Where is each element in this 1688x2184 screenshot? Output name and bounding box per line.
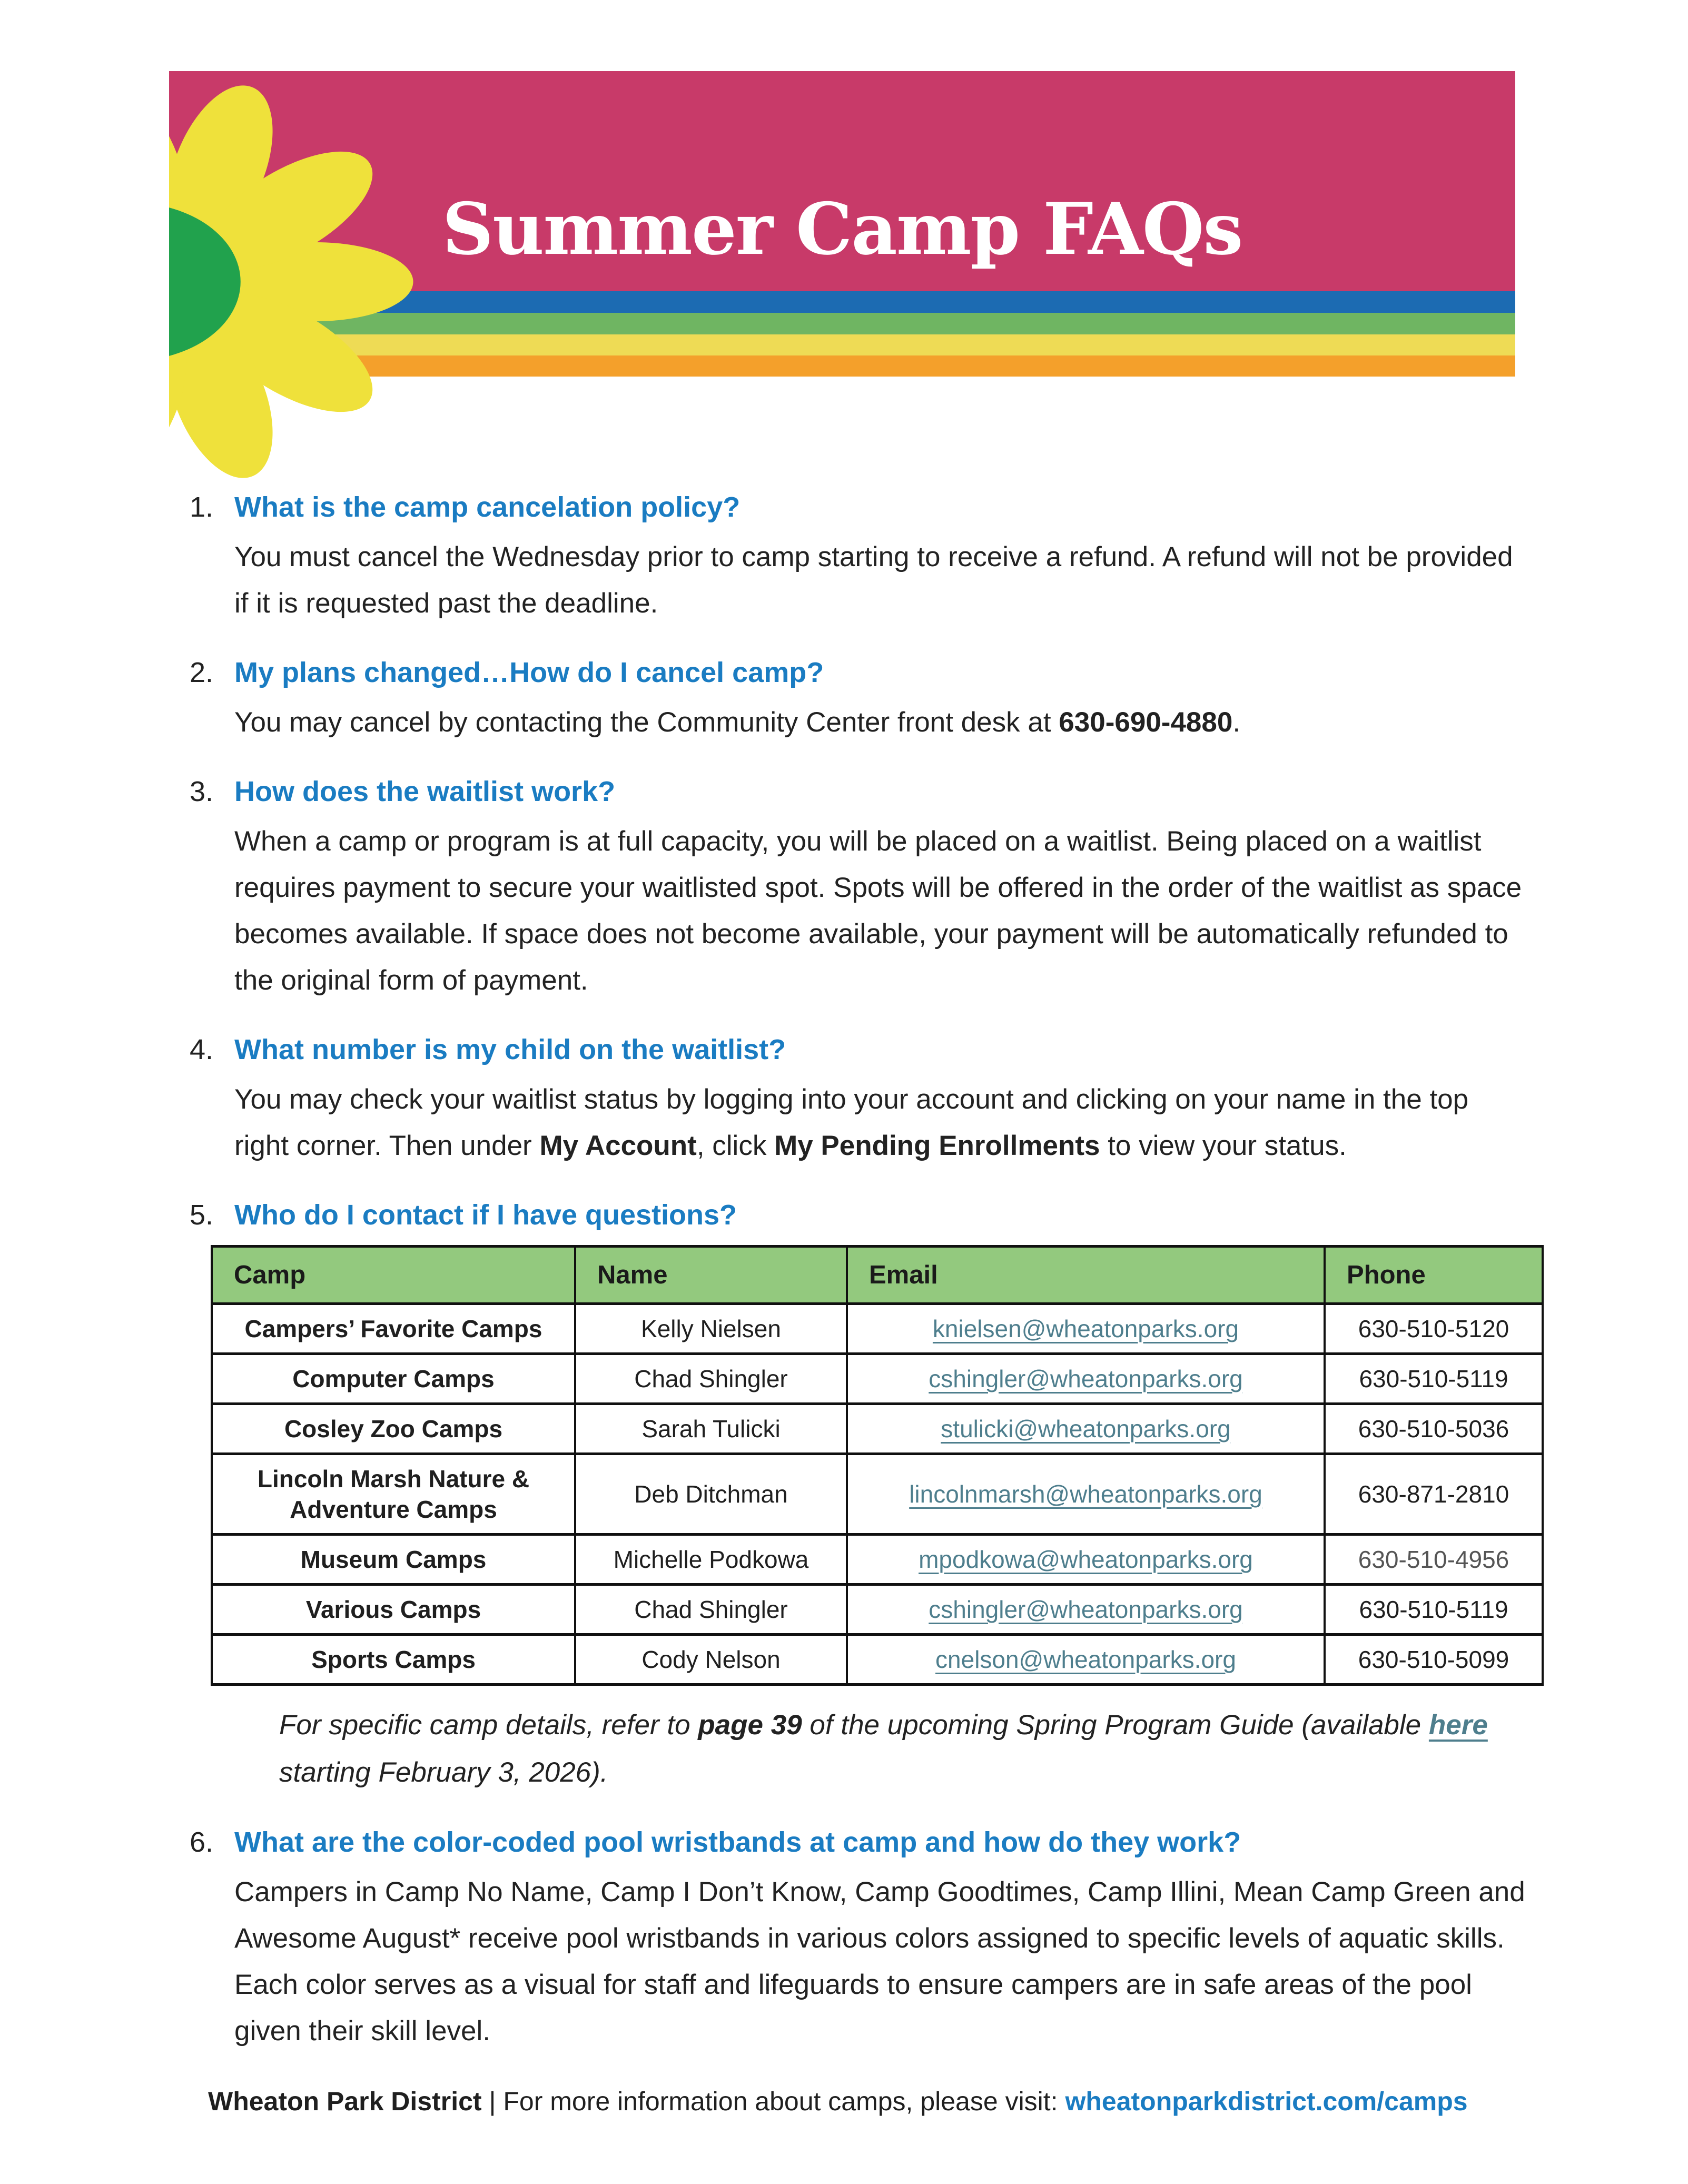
table-header-row bbox=[212, 1247, 1543, 1304]
faq-question: What is the camp cancelation policy? bbox=[234, 491, 741, 523]
faq-item-3 bbox=[190, 773, 1530, 1004]
answer-text: to view your status. bbox=[1100, 1130, 1347, 1161]
camp-cell: Campers’ Favorite Camps bbox=[212, 1304, 575, 1354]
name-cell: Sarah Tulicki bbox=[575, 1404, 847, 1454]
name-cell: Cody Nelson bbox=[575, 1635, 847, 1685]
phone-cell: 630-510-4956 bbox=[1325, 1535, 1543, 1585]
faq-answer bbox=[234, 534, 1530, 627]
faq-number: 2. bbox=[190, 657, 214, 688]
faq-content bbox=[234, 1824, 1530, 2054]
name-cell: Kelly Nielsen bbox=[575, 1304, 847, 1354]
page-footer bbox=[208, 2084, 1688, 2119]
faq-number: 6. bbox=[190, 1826, 214, 1858]
email-cell bbox=[847, 1354, 1325, 1404]
faq-question: My plans changed…How do I cancel camp? bbox=[234, 657, 824, 688]
footer-link[interactable]: wheatonparkdistrict.com/camps bbox=[1065, 2087, 1468, 2116]
email-cell bbox=[847, 1404, 1325, 1454]
faq-item-6 bbox=[190, 1824, 1530, 2054]
table-row bbox=[212, 1535, 1543, 1585]
note-text: starting February 3, 2026). bbox=[279, 1757, 608, 1788]
table-row bbox=[212, 1635, 1543, 1685]
answer-text: You must cancel the Wednesday prior to camp starting to receive a refund. A refund will not be provided if it is requested past the deadline. bbox=[234, 541, 1513, 619]
answer-text: Campers in Camp No Name, Camp I Don’t Know, Camp Goodtimes, Camp Illini, Mean Camp Green and Awesome August* receive pool wristbands in various colors assigned to specific levels of aquatic skills. Each color serves as a visual for staff and lifeguards to ensure campers are in safe areas of the pool given their skill level. bbox=[234, 1876, 1525, 2047]
faq-content bbox=[234, 489, 1530, 627]
my-account-bold: My Account bbox=[539, 1130, 697, 1161]
column-header-name: Name bbox=[575, 1247, 847, 1304]
contact-table bbox=[211, 1245, 1544, 1686]
page-title: Summer Camp FAQs bbox=[442, 187, 1242, 271]
faq-number: 5. bbox=[190, 1199, 214, 1231]
faq-question: What number is my child on the waitlist? bbox=[234, 1034, 786, 1065]
name-cell: Deb Ditchman bbox=[575, 1454, 847, 1535]
email-link[interactable]: cshingler@wheatonparks.org bbox=[929, 1596, 1243, 1623]
column-header-phone: Phone bbox=[1325, 1247, 1543, 1304]
faq-question: How does the waitlist work? bbox=[234, 776, 616, 807]
phone-cell: 630-510-5119 bbox=[1325, 1585, 1543, 1635]
faq-content bbox=[234, 773, 1530, 1004]
camp-cell: Various Camps bbox=[212, 1585, 575, 1635]
banner bbox=[169, 71, 1515, 377]
email-link[interactable]: lincolnmarsh@wheatonparks.org bbox=[909, 1480, 1262, 1508]
email-link[interactable]: stulicki@wheatonparks.org bbox=[941, 1415, 1231, 1442]
answer-text: You may check your waitlist status by logging into your account and clicking on your name in the top right corner. Then under bbox=[234, 1084, 1469, 1161]
phone-number-bold: 630-690-4880 bbox=[1059, 707, 1233, 738]
phone-cell: 630-510-5036 bbox=[1325, 1404, 1543, 1454]
faq-number: 3. bbox=[190, 776, 214, 807]
column-header-email: Email bbox=[847, 1247, 1325, 1304]
email-link[interactable]: cshingler@wheatonparks.org bbox=[929, 1365, 1243, 1392]
email-cell bbox=[847, 1635, 1325, 1685]
faq-number: 1. bbox=[190, 491, 214, 523]
flower-icon bbox=[169, 71, 422, 487]
footer-text: For more information about camps, please visit: bbox=[503, 2087, 1065, 2116]
table-row bbox=[212, 1585, 1543, 1635]
faq-content bbox=[234, 1197, 1544, 1796]
camp-cell: Cosley Zoo Camps bbox=[212, 1404, 575, 1454]
note-text: For specific camp details, refer to bbox=[279, 1709, 698, 1741]
camp-cell: Sports Camps bbox=[212, 1635, 575, 1685]
faq-answer bbox=[234, 699, 1530, 746]
table-row bbox=[212, 1354, 1543, 1404]
faq-item-4 bbox=[190, 1031, 1530, 1169]
answer-text: . bbox=[1232, 707, 1241, 738]
faq-content bbox=[234, 1031, 1530, 1169]
email-link[interactable]: knielsen@wheatonparks.org bbox=[932, 1315, 1239, 1342]
answer-text: , click bbox=[696, 1130, 775, 1161]
phone-cell: 630-510-5099 bbox=[1325, 1635, 1543, 1685]
faq-item-1 bbox=[190, 489, 1530, 627]
phone-cell: 630-871-2810 bbox=[1325, 1454, 1543, 1535]
camp-cell: Lincoln Marsh Nature & Adventure Camps bbox=[212, 1454, 575, 1535]
email-cell bbox=[847, 1535, 1325, 1585]
note-text: of the upcoming Spring Program Guide (available bbox=[802, 1709, 1429, 1741]
camp-cell: Computer Camps bbox=[212, 1354, 575, 1404]
faq-answer bbox=[234, 818, 1530, 1004]
email-cell bbox=[847, 1304, 1325, 1354]
name-cell: Michelle Podkowa bbox=[575, 1535, 847, 1585]
phone-cell: 630-510-5119 bbox=[1325, 1354, 1543, 1404]
faq-item-5 bbox=[190, 1197, 1530, 1796]
faq-list bbox=[190, 489, 1530, 2054]
email-cell bbox=[847, 1454, 1325, 1535]
column-header-camp: Camp bbox=[212, 1247, 575, 1304]
guide-note bbox=[279, 1702, 1533, 1796]
name-cell: Chad Shingler bbox=[575, 1585, 847, 1635]
faq-question: Who do I contact if I have questions? bbox=[234, 1199, 737, 1231]
faq-answer bbox=[234, 1869, 1530, 2054]
footer-brand: Wheaton Park District bbox=[208, 2087, 482, 2116]
table-row bbox=[212, 1304, 1543, 1354]
faq-question: What are the color-coded pool wristbands at camp and how do they work? bbox=[234, 1826, 1241, 1858]
table-row bbox=[212, 1454, 1543, 1535]
answer-text: You may cancel by contacting the Community Center front desk at bbox=[234, 707, 1059, 738]
table-row bbox=[212, 1404, 1543, 1454]
email-link[interactable]: mpodkowa@wheatonparks.org bbox=[919, 1546, 1253, 1573]
footer-separator: | bbox=[481, 2087, 504, 2116]
faq-item-2 bbox=[190, 654, 1530, 746]
name-cell: Chad Shingler bbox=[575, 1354, 847, 1404]
email-link[interactable]: cnelson@wheatonparks.org bbox=[935, 1646, 1236, 1673]
pending-enrollments-bold: My Pending Enrollments bbox=[774, 1130, 1100, 1161]
page-39-bold: page 39 bbox=[698, 1709, 802, 1741]
answer-text: When a camp or program is at full capacity, you will be placed on a waitlist. Being placed on a waitlist requires payment to secure your waitlisted spot. Spots will be offered in the order of the waitlist as space becomes available. If space does not become available, your payment will be automatically refunded to the original form of payment. bbox=[234, 826, 1522, 996]
email-cell bbox=[847, 1585, 1325, 1635]
faq-number: 4. bbox=[190, 1034, 214, 1065]
here-link[interactable]: here bbox=[1428, 1709, 1488, 1741]
faq-answer bbox=[234, 1076, 1530, 1169]
faq-content bbox=[234, 654, 1530, 746]
camp-cell: Museum Camps bbox=[212, 1535, 575, 1585]
phone-cell: 630-510-5120 bbox=[1325, 1304, 1543, 1354]
